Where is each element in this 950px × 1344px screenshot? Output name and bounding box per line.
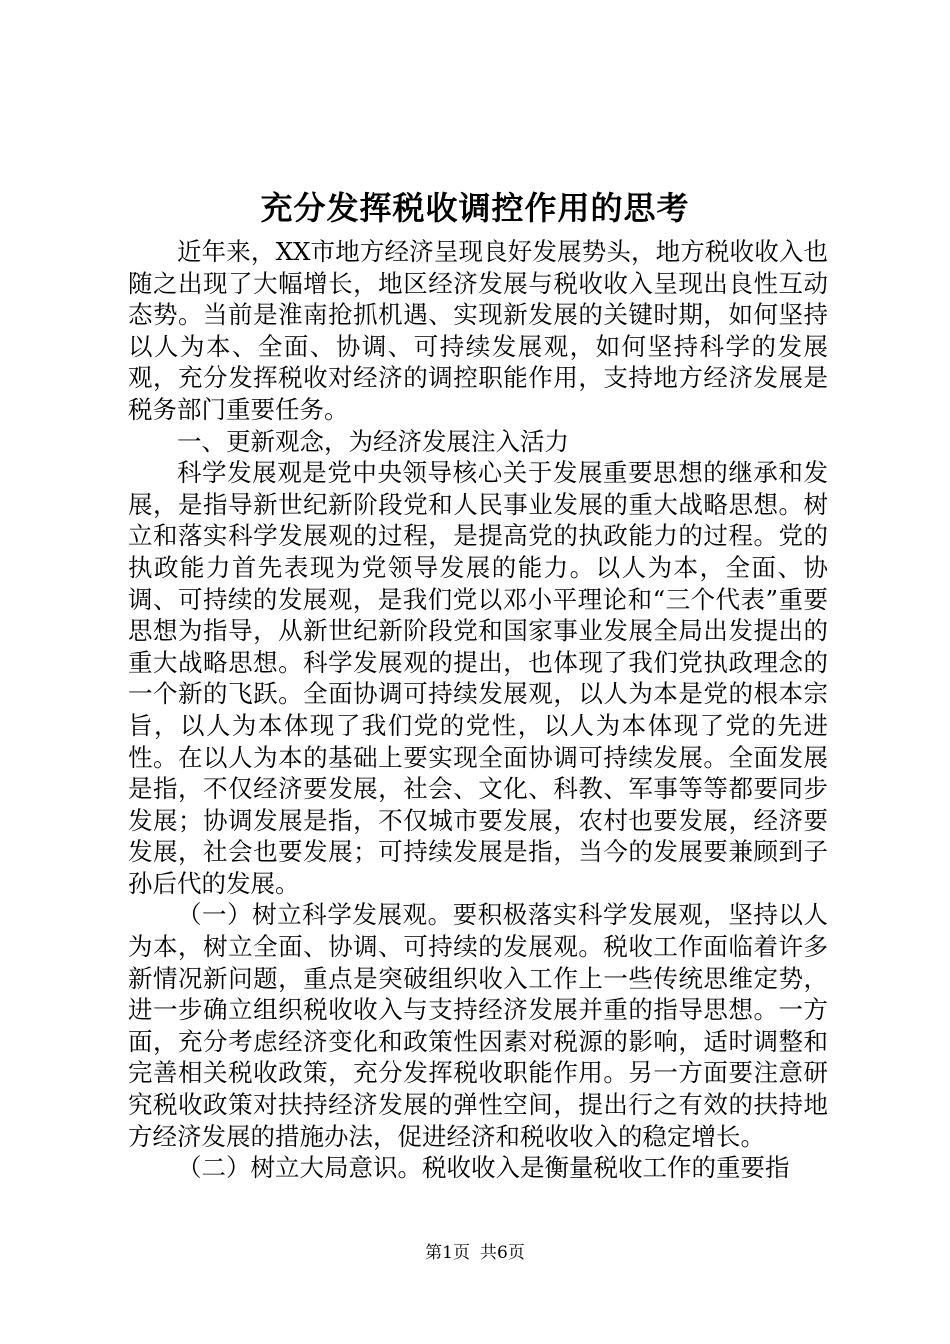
paragraph-subsection-2: （二）树立大局意识。税收收入是衡量税收工作的重要指 [177, 1153, 790, 1183]
document-body [128, 236, 828, 1184]
section-heading-1: 一、更新观念，为经济发展注入活力 [177, 426, 569, 456]
paragraph-scientific-development: 科学发展观是党中央领导核心关于发展重要思想的继承和发展，是指导新世纪新阶段党和人民事业发展的重大战略思想。树立和落实科学发展观的过程，是提高党的执政能力的过程。党的执政能力首先表现为党领导发展的能力。以人为本，全面、协调、可持续的发展观，是我们党以邓小平理论和“三个代表”重要思想为指导，从新世纪新阶段党和国家事业发展全局出发提出的重大战略思想。科学发展观的提出，也体现了我们党执政理念的一个新的飞跃。全面协调可持续发展观，以人为本是党的根本宗旨，以人为本体现了我们党的党性，以人为本体现了党的先进性。在以人为本的基础上要实现全面协调可持续发展。全面发展是指，不仅经济要发展，社会、文化、科教、军事等等都要同步发展；协调发展是指，不仅城市要发展，农村也要发展，经济要发展，社会也要发展；可持续发展是指，当今的发展要兼顾到子孙后代的发展。 [128, 458, 828, 898]
page-number: 第1页 [425, 1243, 470, 1263]
document-title: 充分发挥税收调控作用的思考 [260, 189, 690, 227]
paragraph-intro: 近年来，XX市地方经济呈现良好发展势头，地方税收收入也随之出现了大幅增长，地区经济发展与税收收入呈现出良性互动态势。当前是淮南抢抓机遇、实现新发展的关键时期，如何坚持以人为本、全面、协调、可持续发展观，如何坚持科学的发展观，充分发挥税收对经济的调控职能作用，支持地方经济发展是税务部门重要任务。 [128, 237, 828, 424]
paragraph-subsection-1: （一）树立科学发展观。要积极落实科学发展观，坚持以人为本，树立全面、协调、可持续的发展观。税收工作面临着许多新情况新问题，重点是突破组织收入工作上一些传统思维定势，进一步确立组织税收收入与支持经济发展并重的指导思想。一方面，充分考虑经济变化和政策性因素对税源的影响，适时调整和完善相关税收政策，充分发挥税收职能作用。另一方面要注意研究税收政策对扶持经济发展的弹性空间，提出行之有效的扶持地方经济发展的措施办法，促进经济和税收收入的稳定增长。 [128, 900, 828, 1151]
page-footer [0, 1242, 950, 1264]
page-total: 共6页 [480, 1243, 525, 1263]
